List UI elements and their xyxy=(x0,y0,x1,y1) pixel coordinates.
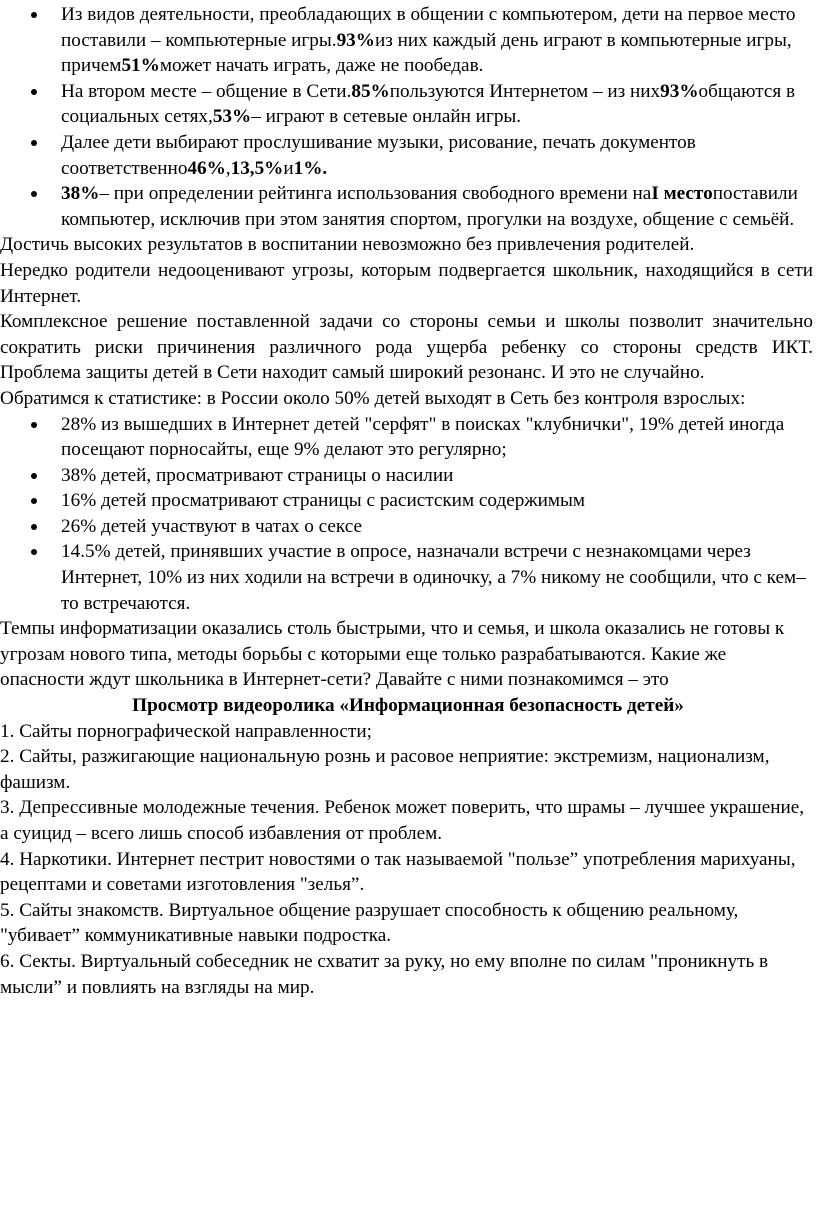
list-item: 38% детей, просматривают страницы о насилии xyxy=(0,463,816,489)
paragraph-threats: Нередко родители недооценивают угрозы, которым подвергается школьник, находящийся в сети Интернет. xyxy=(0,259,813,307)
bullet-icon xyxy=(31,549,37,555)
bullet-icon xyxy=(31,498,37,504)
bold-stat: 51% xyxy=(121,55,160,77)
list-item: 16% детей просматривают страницы с расистским содержимым xyxy=(0,488,816,514)
paragraph-informatization: Темпы информатизации оказались столь быстрыми, что и семья, и школа оказались не готовы к угрозам нового типа, методы борьбы с которыми еще только разрабатываются. Какие же опасности ждут школьника в Интернет-сети? Давайте с ними познакомимся – это xyxy=(0,618,785,691)
bold-stat: 85% xyxy=(351,80,390,102)
text-fragment: и xyxy=(283,157,294,179)
text-fragment: общаются в социальных сетях, xyxy=(61,80,796,128)
bullet-icon xyxy=(31,89,37,95)
list-item: 28% из вышедших в Интернет детей "серфят" в поисках "клубнички", 19% детей иногда посещают порносайты, еще 9% делают это регулярно; xyxy=(0,412,816,463)
numbered-item-1: 1. Сайты порнографической направленности; xyxy=(0,720,372,742)
bold-stat: 1%. xyxy=(293,157,328,179)
list-item: 26% детей участвуют в чатах о сексе xyxy=(0,514,816,540)
numbered-item-5: 5. Сайты знакомств. Виртуальное общение разрушает способность к общению реальному, "убивает” коммуникативные навыки подростка. xyxy=(0,899,739,947)
list-item xyxy=(0,2,816,79)
activity-stats-list xyxy=(0,2,816,232)
text-fragment: – играют в сетевые онлайн игры. xyxy=(251,106,522,128)
paragraph-protection: Проблема защиты детей в Сети находит самый широкий резонанс. И это не случайно. xyxy=(0,362,705,384)
bold-stat: 93% xyxy=(336,29,375,51)
bullet-icon xyxy=(31,12,37,18)
bullet-icon xyxy=(31,422,37,428)
bullet-icon xyxy=(31,140,37,146)
bold-stat: 53% xyxy=(212,106,252,128)
bold-stat: 38% xyxy=(61,183,100,205)
bullet-icon xyxy=(31,524,37,530)
bold-stat: 13,5% xyxy=(230,157,284,179)
list-item: 14.5% детей, принявших участие в опросе, назначали встречи с незнакомцами через Интернет, 10% из них ходили на встречи в одиночку, а 7% никому не сообщили, что с кем–то встречаются. xyxy=(0,539,816,616)
list-item xyxy=(0,79,816,130)
risk-stats-list xyxy=(0,412,816,617)
bullet-icon xyxy=(31,191,37,197)
text-fragment: пользуются Интернетом – из них xyxy=(389,80,661,102)
numbered-item-6: 6. Секты. Виртуальный собеседник не схватит за руку, но ему вполне по силам "проникнуть в мысли” и повлиять на взгляды на мир. xyxy=(0,950,769,998)
bullet-icon xyxy=(31,473,37,479)
numbered-item-3: 3. Депрессивные молодежные течения. Ребенок может поверить, что шрамы – лучшее украшение, а суицид – всего лишь способ избавления от проблем. xyxy=(0,797,805,844)
numbered-item-4: 4. Наркотики. Интернет пестрит новостями о так называемой "пользе” употребления марихуаны, рецептами и советами изготовления "зелья”. xyxy=(0,848,796,896)
text-fragment: из них каждый день играют в компьютерные игры, причем xyxy=(61,29,792,77)
text-fragment: может начать играть, даже не пообедав. xyxy=(159,55,484,77)
numbered-item-2: 2. Сайты, разжигающие национальную рознь и расовое неприятие: экстремизм, национализм, фашизм. xyxy=(0,746,770,793)
text-fragment: поставили компьютер, исключив при этом занятия спортом, прогулки на воздухе, общение с семьёй. xyxy=(61,183,798,230)
list-item xyxy=(0,181,816,232)
bold-stat: I место xyxy=(651,183,713,205)
paragraph-statistics: Обратимся к статистике: в России около 50% детей выходят в Сеть без контроля взрослых: xyxy=(0,387,746,409)
bold-stat: 46% xyxy=(187,157,226,179)
text-fragment: Из видов деятельности, преобладающих в общении с компьютером, дети на первое место поставили – компьютерные игры. xyxy=(61,4,796,51)
list-item xyxy=(0,130,816,181)
paragraph-complex-solution: Комплексное решение поставленной задачи со стороны семьи и школы позволит значительно сократить риски причинения различного рода ущерба ребенку со стороны средств ИКТ. xyxy=(0,311,813,358)
video-heading: Просмотр видеоролика «Информационная безопасность детей» xyxy=(132,695,684,717)
text-fragment: На втором месте – общение в Сети. xyxy=(61,80,352,102)
paragraph-parents: Достичь высоких результатов в воспитании невозможно без привлечения родителей. xyxy=(0,234,695,256)
bold-stat: 93% xyxy=(660,80,699,102)
text-fragment: – при определении рейтинга использования свободного времени на xyxy=(99,183,652,205)
text-fragment: , xyxy=(225,157,231,179)
text-fragment: Далее дети выбирают прослушивание музыки, рисование, печать документов соответственно xyxy=(61,131,696,179)
